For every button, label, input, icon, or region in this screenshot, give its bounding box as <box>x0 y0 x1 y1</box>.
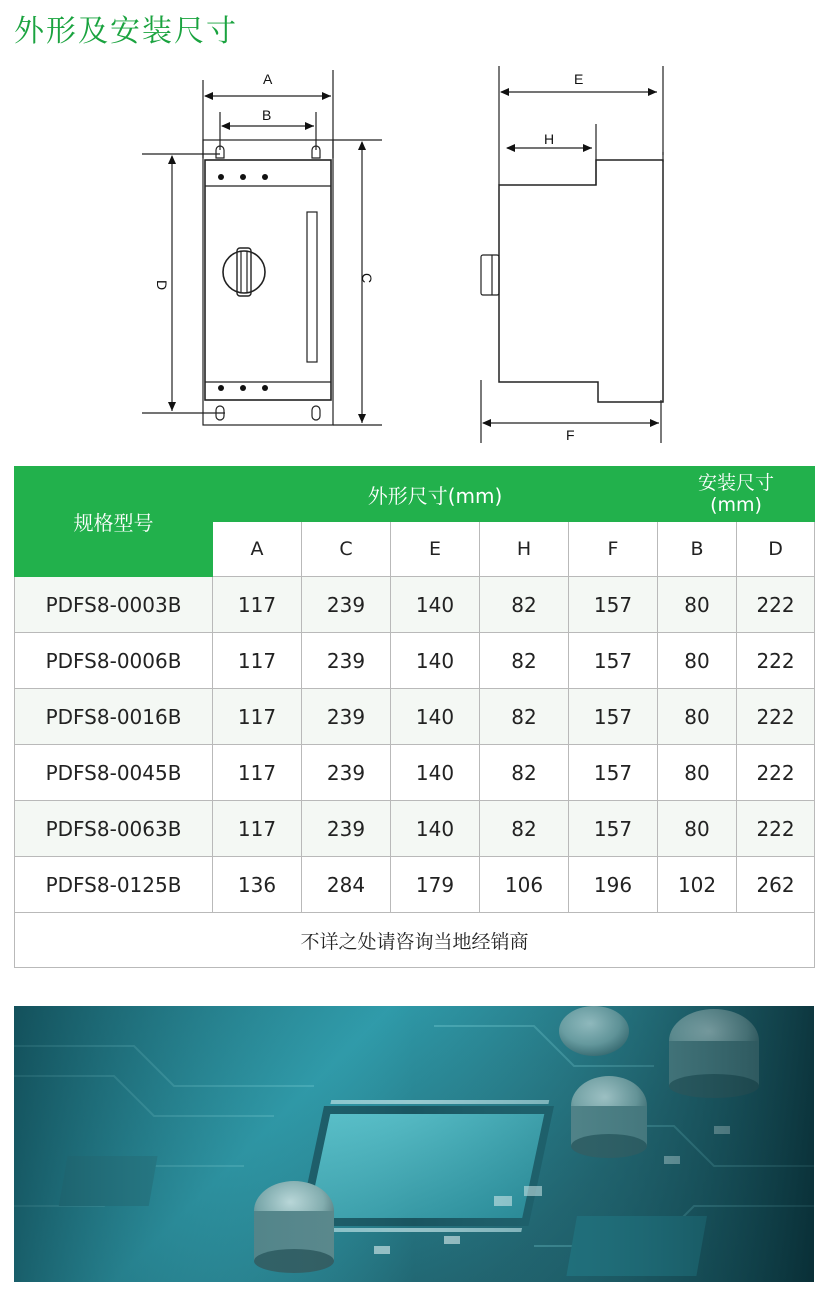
value-cell: 222 <box>737 633 815 689</box>
value-cell: 196 <box>569 857 658 913</box>
model-cell: PDFS8-0006B <box>15 633 213 689</box>
value-cell: 117 <box>213 745 302 801</box>
model-cell: PDFS8-0003B <box>15 577 213 633</box>
value-cell: 239 <box>302 633 391 689</box>
dim-label-c: C <box>359 273 375 284</box>
dim-label-f: F <box>566 427 575 443</box>
table-row <box>15 633 815 689</box>
install-header-line2: (mm) <box>710 494 762 516</box>
model-cell: PDFS8-0045B <box>15 745 213 801</box>
dim-label-d: D <box>154 280 170 291</box>
table-row <box>15 857 815 913</box>
value-cell: 82 <box>480 633 569 689</box>
column-header: A <box>213 522 302 577</box>
value-cell: 102 <box>658 857 737 913</box>
dim-label-b: B <box>262 107 272 123</box>
value-cell: 117 <box>213 689 302 745</box>
value-cell: 117 <box>213 633 302 689</box>
value-cell: 284 <box>302 857 391 913</box>
table-note: 不详之处请咨询当地经销商 <box>15 913 815 968</box>
value-cell: 239 <box>302 689 391 745</box>
value-cell: 80 <box>658 633 737 689</box>
value-cell: 140 <box>391 633 480 689</box>
circuit-board-image <box>14 1006 814 1282</box>
value-cell: 82 <box>480 577 569 633</box>
column-header: F <box>569 522 658 577</box>
install-dimension-header <box>658 467 815 522</box>
value-cell: 80 <box>658 745 737 801</box>
value-cell: 80 <box>658 801 737 857</box>
dim-label-h: H <box>544 131 555 147</box>
model-cell: PDFS8-0125B <box>15 857 213 913</box>
install-header-line1: 安装尺寸 <box>698 472 775 494</box>
dim-label-a: A <box>263 71 273 87</box>
value-cell: 239 <box>302 745 391 801</box>
column-header: H <box>480 522 569 577</box>
model-cell: PDFS8-0016B <box>15 689 213 745</box>
table-row <box>15 745 815 801</box>
column-header: B <box>658 522 737 577</box>
value-cell: 117 <box>213 577 302 633</box>
value-cell: 179 <box>391 857 480 913</box>
value-cell: 157 <box>569 745 658 801</box>
value-cell: 239 <box>302 577 391 633</box>
value-cell: 222 <box>737 689 815 745</box>
table-row <box>15 689 815 745</box>
value-cell: 140 <box>391 577 480 633</box>
value-cell: 222 <box>737 801 815 857</box>
value-cell: 222 <box>737 577 815 633</box>
model-cell: PDFS8-0063B <box>15 801 213 857</box>
front-view <box>142 70 382 425</box>
value-cell: 157 <box>569 577 658 633</box>
value-cell: 80 <box>658 577 737 633</box>
value-cell: 82 <box>480 745 569 801</box>
page-title: 外形及安装尺寸 <box>14 14 238 49</box>
value-cell: 239 <box>302 801 391 857</box>
value-cell: 80 <box>658 689 737 745</box>
value-cell: 140 <box>391 689 480 745</box>
spec-table <box>14 466 815 968</box>
value-cell: 140 <box>391 801 480 857</box>
value-cell: 82 <box>480 801 569 857</box>
value-cell: 157 <box>569 801 658 857</box>
value-cell: 157 <box>569 689 658 745</box>
value-cell: 82 <box>480 689 569 745</box>
value-cell: 106 <box>480 857 569 913</box>
side-view <box>481 66 663 443</box>
value-cell: 157 <box>569 633 658 689</box>
column-header: E <box>391 522 480 577</box>
table-row <box>15 801 815 857</box>
column-header: C <box>302 522 391 577</box>
outer-dimension-header: 外形尺寸(mm) <box>213 467 658 522</box>
value-cell: 136 <box>213 857 302 913</box>
dimension-drawing <box>0 0 833 460</box>
model-header: 规格型号 <box>15 467 213 577</box>
value-cell: 140 <box>391 745 480 801</box>
table-row <box>15 577 815 633</box>
value-cell: 117 <box>213 801 302 857</box>
value-cell: 262 <box>737 857 815 913</box>
column-header: D <box>737 522 815 577</box>
value-cell: 222 <box>737 745 815 801</box>
dim-label-e: E <box>574 71 584 87</box>
